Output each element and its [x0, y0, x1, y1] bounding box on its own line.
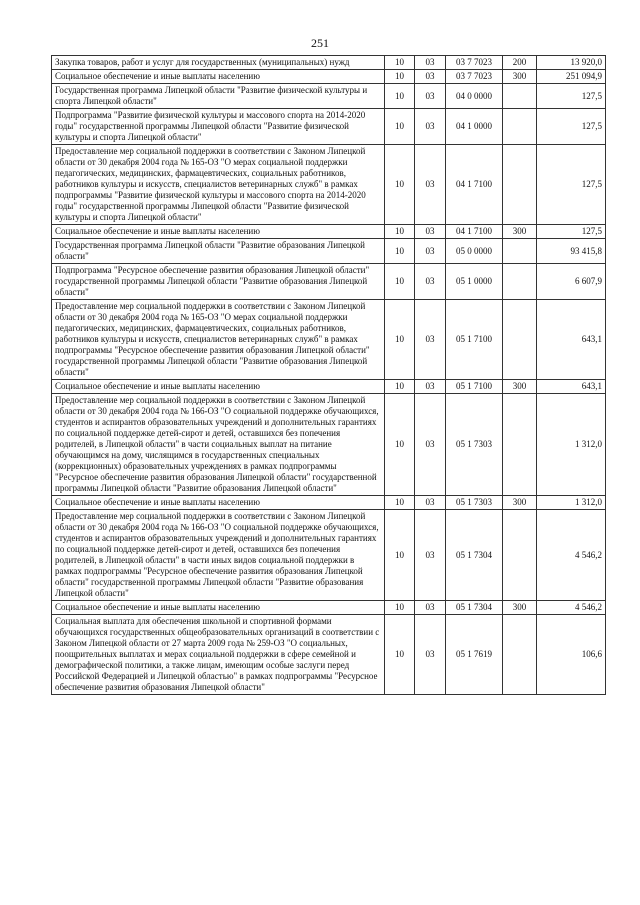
cell-name: Социальная выплата для обеспечения школьной и спортивной формами обучающихся государственных общеобразовательных организаций в соответствии с Законом Липецкой области от 27 марта 2009 года № 259-ОЗ "О социальных, поощрительных выплатах и мерах социальной поддержки в сфере семейной и демографической политики, а также лицам, имеющим особые заслуги перед Российской Федерацией и Липецкой областью" в рамках подпрограммы "Ресурсное обеспечение развития образования Липецкой области" [52, 615, 385, 695]
table-row [52, 70, 606, 84]
cell-vr: 300 [503, 496, 537, 510]
cell-rz: 10 [385, 145, 415, 225]
cell-vr: 300 [503, 225, 537, 239]
cell-sum: 4 546,2 [537, 601, 606, 615]
cell-rz: 10 [385, 70, 415, 84]
table-row [52, 109, 606, 145]
cell-csr: 04 1 7100 [446, 225, 503, 239]
cell-sum: 1 312,0 [537, 394, 606, 496]
cell-pr: 03 [415, 145, 446, 225]
cell-name: Предоставление мер социальной поддержки в соответствии с Законом Липецкой области от 30 декабря 2004 года № 165-ОЗ "О мерах социальной поддержки педагогических, медицинских, фармацевтических, социальных работников, работников культуры и искусств, специалистов ветеринарных служб" в рамках подпрограммы "Ресурсное обеспечение развития образования Липецкой области" государственной программы Липецкой области "Развитие образования Липецкой области" [52, 300, 385, 380]
cell-vr [503, 239, 537, 264]
budget-table-body [52, 56, 606, 695]
table-row [52, 56, 606, 70]
cell-vr [503, 84, 537, 109]
cell-rz: 10 [385, 264, 415, 300]
cell-pr: 03 [415, 109, 446, 145]
cell-pr: 03 [415, 225, 446, 239]
cell-vr: 300 [503, 380, 537, 394]
table-row [52, 380, 606, 394]
cell-sum: 127,5 [537, 145, 606, 225]
table-row [52, 300, 606, 380]
cell-rz: 10 [385, 84, 415, 109]
cell-csr: 03 7 7023 [446, 70, 503, 84]
cell-csr: 05 1 0000 [446, 264, 503, 300]
cell-rz: 10 [385, 496, 415, 510]
budget-table [51, 55, 606, 695]
cell-sum: 251 094,9 [537, 70, 606, 84]
cell-rz: 10 [385, 510, 415, 601]
cell-csr: 05 1 7303 [446, 394, 503, 496]
cell-sum: 4 546,2 [537, 510, 606, 601]
cell-vr [503, 109, 537, 145]
cell-csr: 05 0 0000 [446, 239, 503, 264]
cell-pr: 03 [415, 56, 446, 70]
cell-sum: 6 607,9 [537, 264, 606, 300]
cell-vr: 300 [503, 70, 537, 84]
cell-vr [503, 394, 537, 496]
cell-pr: 03 [415, 264, 446, 300]
cell-rz: 10 [385, 239, 415, 264]
cell-sum: 93 415,8 [537, 239, 606, 264]
cell-sum: 643,1 [537, 380, 606, 394]
page-number: 251 [311, 36, 329, 50]
table-row [52, 615, 606, 695]
cell-sum: 127,5 [537, 225, 606, 239]
cell-csr: 05 1 7619 [446, 615, 503, 695]
cell-name: Социальное обеспечение и иные выплаты населению [52, 496, 385, 510]
table-row [52, 601, 606, 615]
cell-vr: 200 [503, 56, 537, 70]
cell-pr: 03 [415, 70, 446, 84]
cell-vr [503, 615, 537, 695]
cell-sum: 13 920,0 [537, 56, 606, 70]
cell-name: Социальное обеспечение и иные выплаты населению [52, 380, 385, 394]
cell-rz: 10 [385, 380, 415, 394]
table-row [52, 496, 606, 510]
cell-name: Предоставление мер социальной поддержки в соответствии с Законом Липецкой области от 30 декабря 2004 года № 165-ОЗ "О мерах социальной поддержки педагогических, медицинских, фармацевтических, социальных работников, работников культуры и искусств, специалистов ветеринарных служб" в рамках подпрограммы "Развитие физической культуры и массового спорта на 2014-2020 годы" государственной программы Липецкой области "Развитие физической культуры и спорта Липецкой области" [52, 145, 385, 225]
cell-rz: 10 [385, 394, 415, 496]
cell-pr: 03 [415, 510, 446, 601]
cell-rz: 10 [385, 300, 415, 380]
table-row [52, 510, 606, 601]
cell-sum: 643,1 [537, 300, 606, 380]
cell-csr: 04 1 0000 [446, 109, 503, 145]
cell-pr: 03 [415, 496, 446, 510]
cell-csr: 05 1 7304 [446, 510, 503, 601]
cell-name: Государственная программа Липецкой области "Развитие физической культуры и спорта Липецкой области" [52, 84, 385, 109]
cell-rz: 10 [385, 109, 415, 145]
cell-csr: 05 1 7100 [446, 380, 503, 394]
cell-name: Социальное обеспечение и иные выплаты населению [52, 601, 385, 615]
cell-pr: 03 [415, 84, 446, 109]
cell-name: Предоставление мер социальной поддержки в соответствии с Законом Липецкой области от 30 декабря 2004 года № 166-ОЗ "О социальной поддержке обучающихся, студентов и аспирантов образовательных учреждений и дополнительных гарантиях по социальной поддержке детей-сирот и детей, оставшихся без попечения родителей, в Липецкой области" в части социальных выплат на питание обучающимся на дому, числящимся в государственных специальных (коррекционных) образовательных учреждениях в рамках подпрограммы "Ресурсное обеспечение развития образования Липецкой области" государственной программы Липецкой области "Развитие образования Липецкой области" [52, 394, 385, 496]
table-row [52, 264, 606, 300]
cell-pr: 03 [415, 615, 446, 695]
cell-name: Государственная программа Липецкой области "Развитие образования Липецкой области" [52, 239, 385, 264]
cell-csr: 03 7 7023 [446, 56, 503, 70]
table-row [52, 225, 606, 239]
table-row [52, 239, 606, 264]
cell-pr: 03 [415, 300, 446, 380]
cell-csr: 04 0 0000 [446, 84, 503, 109]
table-row [52, 84, 606, 109]
cell-pr: 03 [415, 380, 446, 394]
cell-name: Предоставление мер социальной поддержки в соответствии с Законом Липецкой области от 30 декабря 2004 года № 166-ОЗ "О социальной поддержке обучающихся, студентов и аспирантов образовательных учреждений и дополнительных гарантиях по социальной поддержке детей-сирот и детей, оставшихся без попечения родителей, в Липецкой области" в части иных видов социальной поддержки в рамках подпрограммы "Ресурсное обеспечение развития образования Липецкой области" государственной программы Липецкой области "Развитие образования Липецкой области" [52, 510, 385, 601]
cell-csr: 05 1 7304 [446, 601, 503, 615]
cell-pr: 03 [415, 394, 446, 496]
cell-vr: 300 [503, 601, 537, 615]
cell-pr: 03 [415, 601, 446, 615]
cell-vr [503, 145, 537, 225]
table-row [52, 145, 606, 225]
cell-sum: 127,5 [537, 109, 606, 145]
cell-rz: 10 [385, 225, 415, 239]
cell-vr [503, 300, 537, 380]
cell-name: Подпрограмма "Ресурсное обеспечение развития образования Липецкой области" государственной программы Липецкой области "Развитие образования Липецкой области" [52, 264, 385, 300]
cell-csr: 05 1 7303 [446, 496, 503, 510]
cell-pr: 03 [415, 239, 446, 264]
cell-rz: 10 [385, 615, 415, 695]
cell-rz: 10 [385, 56, 415, 70]
cell-vr [503, 510, 537, 601]
cell-sum: 127,5 [537, 84, 606, 109]
cell-sum: 106,6 [537, 615, 606, 695]
cell-name: Социальное обеспечение и иные выплаты населению [52, 225, 385, 239]
cell-rz: 10 [385, 601, 415, 615]
cell-name: Закупка товаров, работ и услуг для государственных (муниципальных) нужд [52, 56, 385, 70]
cell-sum: 1 312,0 [537, 496, 606, 510]
table-row [52, 394, 606, 496]
cell-vr [503, 264, 537, 300]
cell-csr: 04 1 7100 [446, 145, 503, 225]
cell-csr: 05 1 7100 [446, 300, 503, 380]
cell-name: Подпрограмма "Развитие физической культуры и массового спорта на 2014-2020 годы" государственной программы Липецкой области "Развитие физической культуры и спорта Липецкой области" [52, 109, 385, 145]
cell-name: Социальное обеспечение и иные выплаты населению [52, 70, 385, 84]
